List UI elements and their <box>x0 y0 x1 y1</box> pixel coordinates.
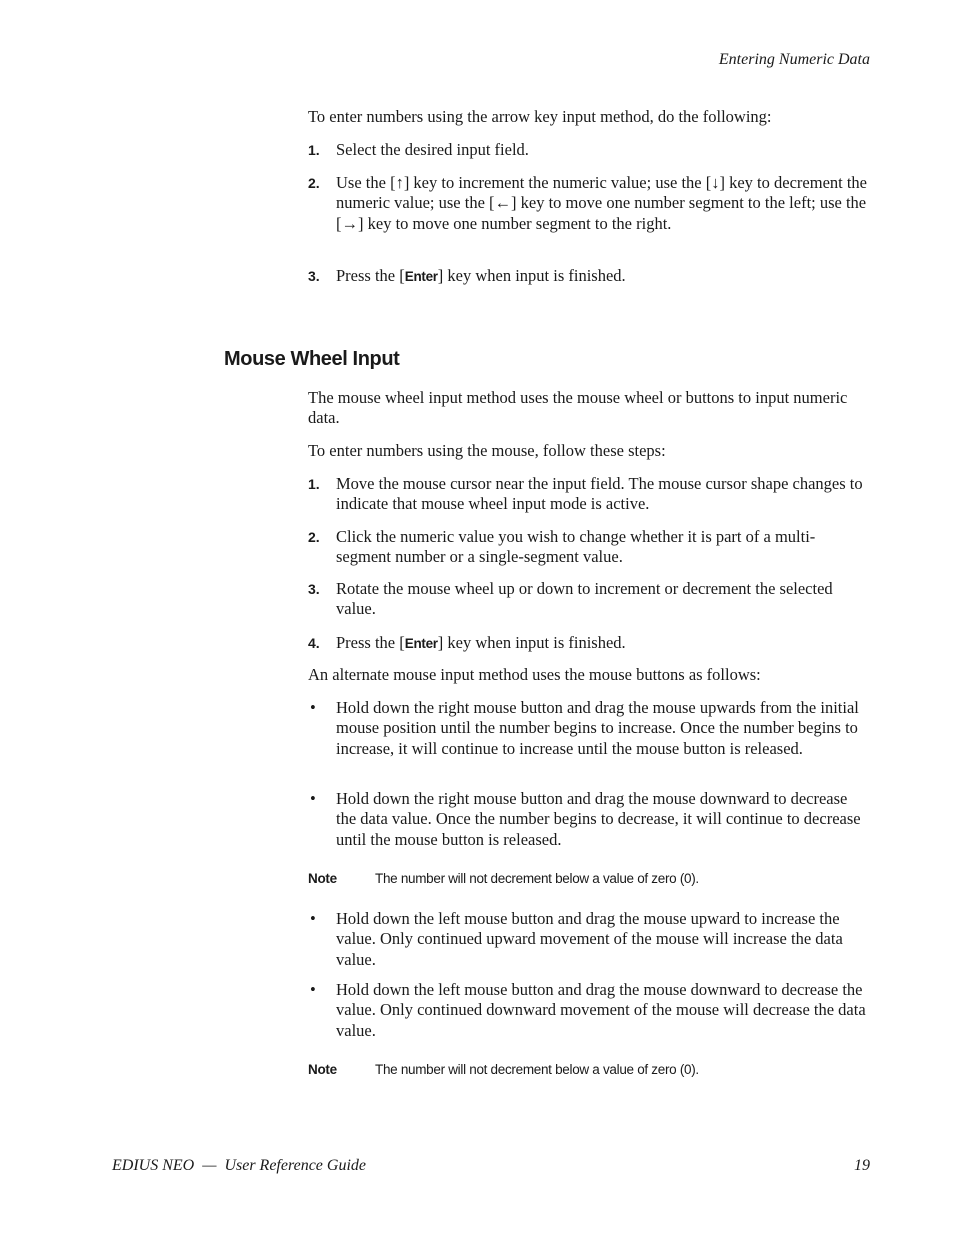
step-number: 3. <box>308 268 320 284</box>
step-text-before: Press the [ <box>336 633 405 652</box>
step-text: Use the [↑] key to increment the numeric value; use the [↓] key to decrement the numeric value; use the [←] key to move one number segment to the left; use the [→] key to move one number segment to the right. <box>336 173 868 233</box>
mouse-step-4 <box>308 633 870 654</box>
step-text-before: Press the [ <box>336 266 405 285</box>
arrow-step-2 <box>308 173 870 234</box>
step-number: 2. <box>308 529 320 545</box>
arrow-step-3 <box>308 266 870 287</box>
list-item <box>308 909 870 970</box>
list-item <box>308 980 870 1041</box>
step-text <box>336 633 870 654</box>
note-text: The number will not decrement below a value of zero (0). <box>375 1062 699 1077</box>
bullet-text: Hold down the left mouse button and drag the mouse downward to decrease the value. Only continued downward movement of the mouse will decrease the data value. <box>336 980 866 1040</box>
step-text <box>336 266 870 287</box>
bullet-marker: • <box>310 909 316 928</box>
bullet-marker: • <box>310 698 316 717</box>
step-text-after: ] key when input is finished. <box>437 266 626 285</box>
bullet-text: Hold down the right mouse button and drag the mouse upwards from the initial mouse position until the number begins to increase. Once the number begins to increase, it will continue to increase until the mouse button is released. <box>336 698 859 758</box>
arrow-intro: To enter numbers using the arrow key input method, do the following: <box>308 107 772 126</box>
running-head: Entering Numeric Data <box>718 51 870 68</box>
mouse-step-3 <box>308 579 870 620</box>
mouse-step-1 <box>308 474 870 515</box>
enter-key-label: Enter <box>404 269 438 284</box>
step-number: 1. <box>308 142 320 158</box>
list-item <box>308 789 870 850</box>
bullet-marker: • <box>310 789 316 808</box>
step-text: Select the desired input field. <box>336 140 529 159</box>
note-label: Note <box>308 1062 337 1077</box>
step-number: 3. <box>308 581 320 597</box>
page-number: 19 <box>854 1157 870 1174</box>
step-text: Move the mouse cursor near the input field. The mouse cursor shape changes to indicate that mouse wheel input mode is active. <box>336 474 863 514</box>
alt-intro: An alternate mouse input method uses the mouse buttons as follows: <box>308 665 761 684</box>
step-number: 4. <box>308 635 320 651</box>
note-text: The number will not decrement below a value of zero (0). <box>375 871 699 886</box>
step-number: 2. <box>308 175 320 191</box>
step-number: 1. <box>308 476 320 492</box>
section-heading: Mouse Wheel Input <box>224 348 400 370</box>
list-item <box>308 698 870 759</box>
footer-guide-title: EDIUS NEO — User Reference Guide <box>112 1157 367 1174</box>
enter-key-label: Enter <box>404 636 438 651</box>
step-text: Click the numeric value you wish to change whether it is part of a multi-segment number or a single-segment value. <box>336 527 816 567</box>
step-text: Rotate the mouse wheel up or down to increment or decrement the selected value. <box>336 579 833 619</box>
arrow-step-1 <box>308 140 870 160</box>
mouse-para-2: To enter numbers using the mouse, follow these steps: <box>308 441 666 460</box>
bullet-marker: • <box>310 980 316 999</box>
bullet-text: Hold down the right mouse button and drag the mouse downward to decrease the data value. Once the number begins to decrease, it will continue to decrease until the mouse button is released. <box>336 789 861 849</box>
mouse-step-2 <box>308 527 870 568</box>
note-label: Note <box>308 871 337 886</box>
step-text-after: ] key when input is finished. <box>437 633 626 652</box>
bullet-text: Hold down the left mouse button and drag the mouse upward to increase the value. Only continued upward movement of the mouse will increase the data value. <box>336 909 843 969</box>
mouse-para-1: The mouse wheel input method uses the mouse wheel or buttons to input numeric data. <box>308 388 848 428</box>
